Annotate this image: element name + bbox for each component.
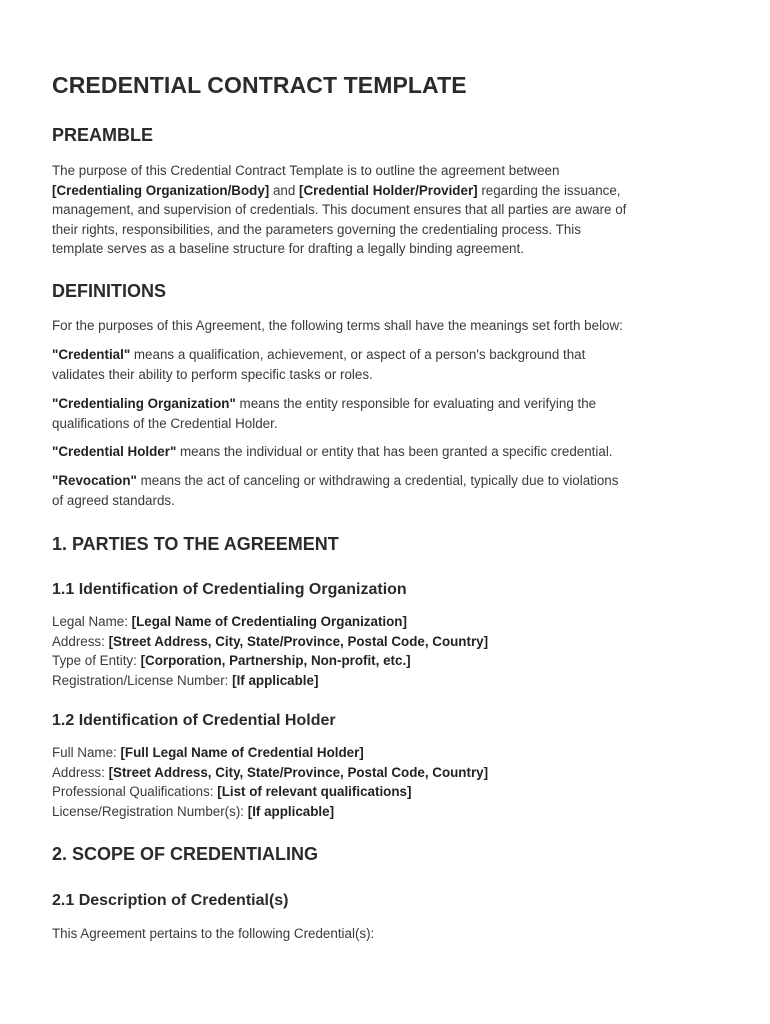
definitions-heading: DEFINITIONS [52,281,167,301]
bold-text: [Credential Holder/Provider] [299,182,478,198]
text-line [52,671,488,691]
text-segment: template serves as a baseline structure for drafting a legally binding agreement. [52,241,524,256]
bold-text: [Street Address, City, State/Province, Postal Code, Country] [108,764,489,780]
text-segment: means a qualification, achievement, or aspect of a person's background that [130,347,586,362]
text-segment: regarding the issuance, [477,182,621,198]
holder-details [52,743,488,821]
text-segment: management, and supervision of credentials. This document ensures that all parties are aware of [52,202,627,217]
section2-1-text: This Agreement pertains to the following Credential(s): [52,926,375,941]
text-segment: of agreed standards. [52,492,175,508]
text-line [52,743,488,763]
text-segment: means the act of canceling or withdrawing a credential, typically due to violations [136,473,619,488]
page-title: CREDENTIAL CONTRACT TEMPLATE [52,72,467,98]
text-segment: Type of Entity: [52,653,141,668]
preamble-paragraph [52,161,626,259]
definitions-intro: For the purposes of this Agreement, the following terms shall have the meanings set forth below: [52,318,623,333]
bold-text: [Legal Name of Credentialing Organization] [131,614,407,629]
definition-credential-holder [52,442,613,462]
text-line [52,365,585,385]
text-line [52,782,488,802]
text-line [52,612,488,632]
definition-credentialing-organization [52,394,596,433]
section1-heading: 1. PARTIES TO THE AGREEMENT [52,534,339,554]
text-line [52,200,626,220]
text-line [52,414,596,434]
preamble-heading: PREAMBLE [52,125,154,145]
bold-text: [List of relevant qualifications] [217,784,412,799]
text-line [52,471,618,491]
section2-1-heading: 2.1 Description of Credential(s) [52,892,289,909]
text-segment: Professional Qualifications: [52,784,218,799]
text-segment: The purpose of this Credential Contract Template is to outline the agreement between [52,163,560,178]
text-segment: License/Registration Number(s): [52,803,248,819]
definition-credential [52,345,585,384]
bold-text: [If applicable] [247,803,335,819]
text-segment: their rights, responsibilities, and the parameters governing the credentialing process. This [52,221,581,237]
section2-heading: 2. SCOPE OF CREDENTIALING [52,844,319,864]
bold-text: [Corporation, Partnership, Non-profit, etc.] [140,653,411,668]
bold-text: "Credential Holder" [52,444,177,459]
text-segment: means the individual or entity that has been granted a specific credential. [176,444,613,459]
text-line [52,220,626,240]
text-line [52,161,626,181]
text-line [52,181,626,201]
text-line [52,632,488,652]
bold-text: "Credentialing Organization" [52,396,236,411]
text-segment: Legal Name: [52,614,132,629]
text-line [52,345,585,365]
text-line [52,394,596,414]
text-segment: Full Name: [52,745,121,760]
bold-text: [If applicable] [232,672,319,688]
bold-text: "Credential" [52,347,131,362]
text-segment: validates their ability to perform specific tasks or roles. [52,366,373,382]
text-line [52,763,488,783]
text-segment: and [269,182,300,198]
text-segment: qualifications of the Credential Holder. [52,415,278,431]
text-segment: Address: [52,633,109,649]
text-segment: Registration/License Number: [52,672,233,688]
bold-text: "Revocation" [52,473,137,488]
text-line [52,442,613,462]
definition-revocation [52,471,618,510]
text-segment: Address: [52,764,109,780]
section1-1-heading: 1.1 Identification of Credentialing Organization [52,581,407,598]
text-line [52,239,626,259]
text-line [52,802,488,822]
bold-text: [Full Legal Name of Credential Holder] [120,745,364,760]
section1-2-heading: 1.2 Identification of Credential Holder [52,712,336,729]
organization-details [52,612,488,690]
text-line [52,651,488,671]
bold-text: [Credentialing Organization/Body] [52,182,270,198]
bold-text: [Street Address, City, State/Province, Postal Code, Country] [108,633,489,649]
text-segment: means the entity responsible for evaluating and verifying the [235,396,597,411]
text-line [52,491,618,511]
